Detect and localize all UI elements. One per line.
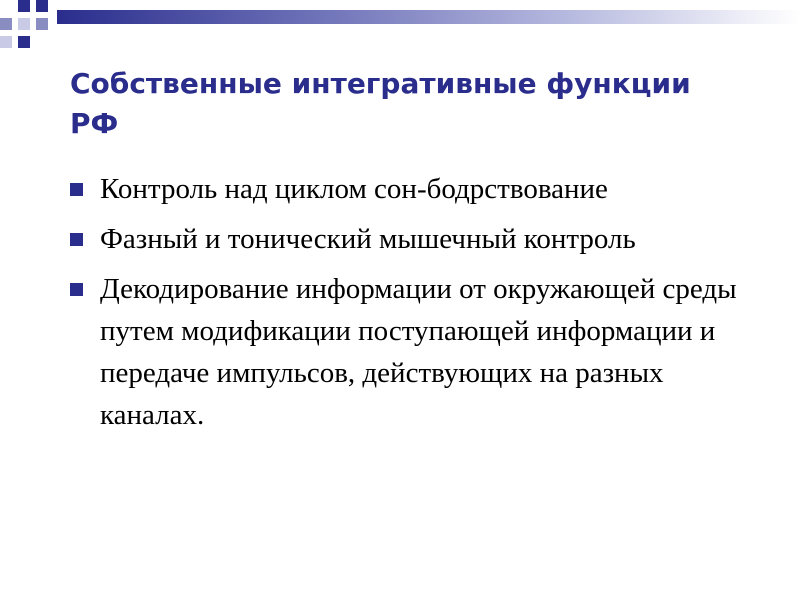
slide-title: Собственные интегративные функции РФ [70,67,691,140]
decor-square [18,36,30,48]
decor-square [18,0,30,12]
bullet-text: Декодирование информации от окружающей среды путем модификации поступающей информации и передаче импульсов, действующих на разных каналах. [100,273,737,431]
header-gradient-bar [57,10,800,24]
decor-square [0,36,12,48]
bullet-text: Фазный и тонический мышечный контроль [100,223,636,255]
bullet-item [70,218,750,260]
square-bullet-icon [70,233,83,246]
bullet-text: Контроль над циклом сон-бодрствование [100,173,608,205]
bullet-item [70,168,750,210]
square-bullet-icon [70,183,83,196]
decor-square [18,18,30,30]
bullet-list [70,168,750,444]
decor-square [36,0,48,12]
bullet-item [70,268,750,436]
square-bullet-icon [70,283,83,296]
decor-square [0,18,12,30]
decor-square [36,18,48,30]
